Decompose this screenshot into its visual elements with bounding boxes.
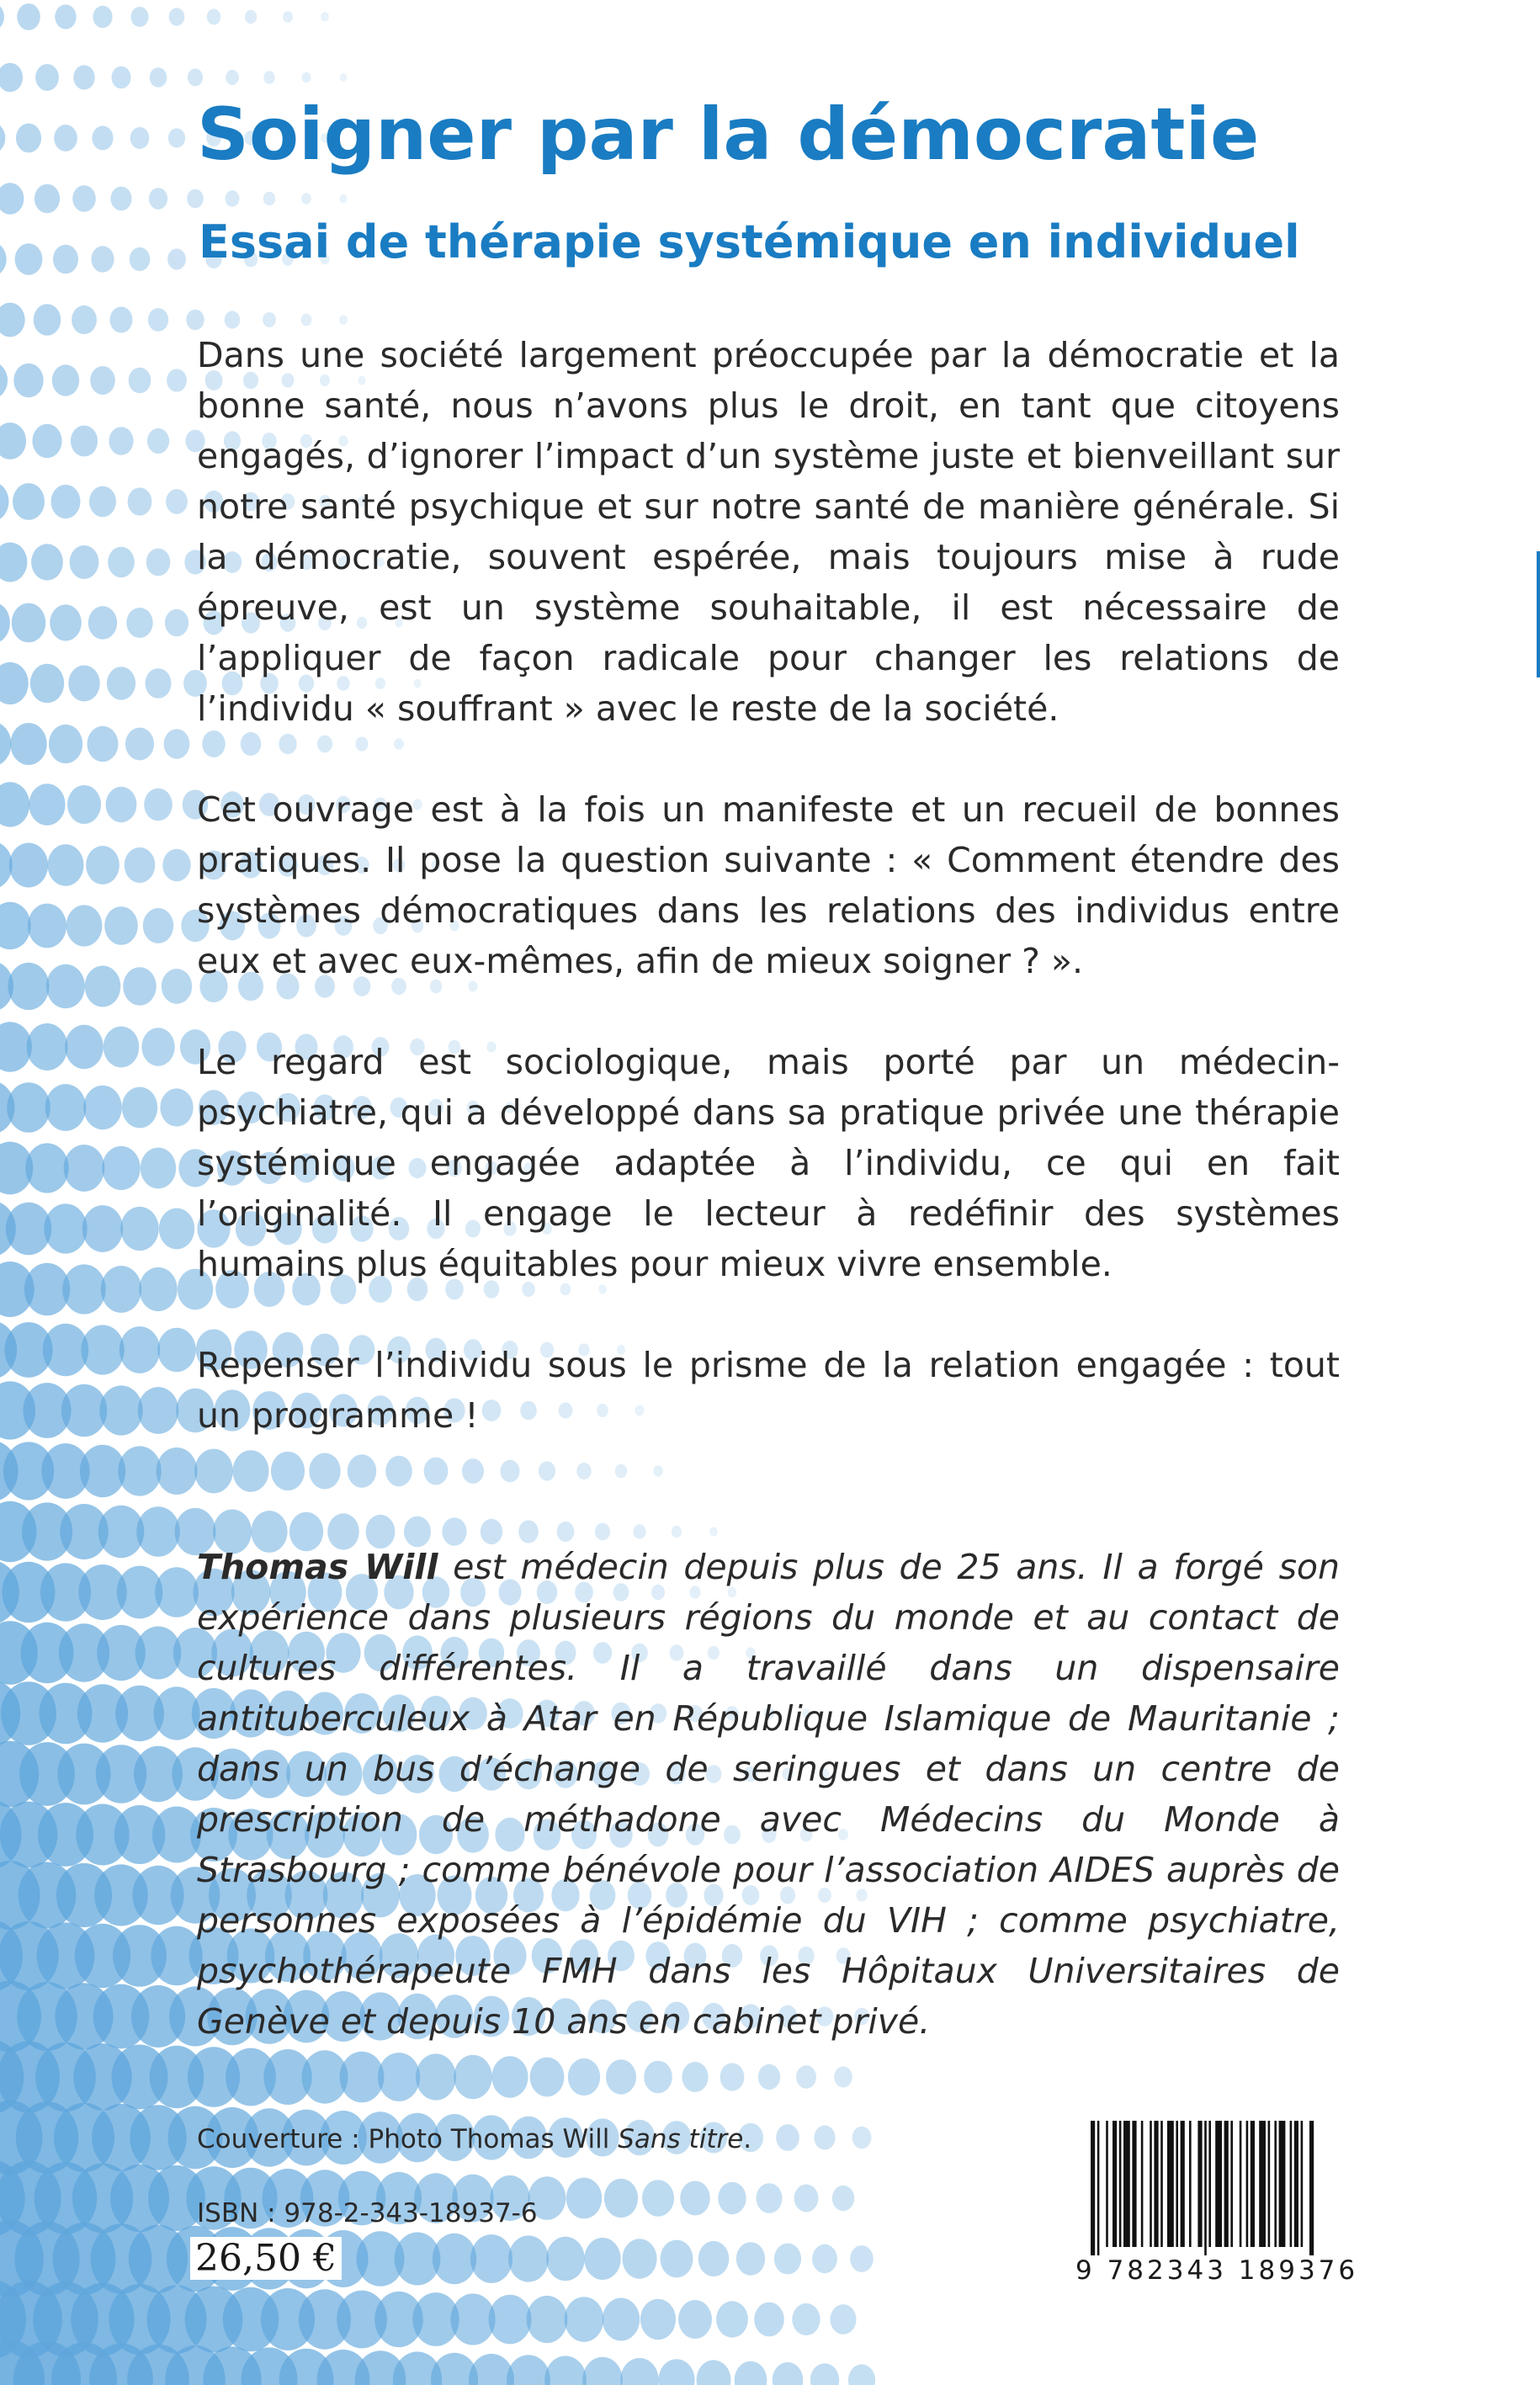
pattern-dot xyxy=(32,424,61,458)
pattern-dot xyxy=(101,1266,141,1313)
barcode-bar xyxy=(1141,2121,1144,2247)
pattern-dot xyxy=(0,3,4,31)
pattern-dot xyxy=(680,2181,710,2216)
pattern-dot xyxy=(15,243,43,275)
pattern-dot xyxy=(279,734,296,754)
author-biography xyxy=(197,1542,1340,2047)
pattern-dot xyxy=(271,1452,305,1490)
pattern-dot xyxy=(86,846,119,884)
blurb-paragraph-2: Cet ouvrage est à la fois un manifeste et un recueil de bonnes pratiques. Il pose la question suivante : « Comment étendre des systèmes démocratiques dans les relations des individus entre eux et avec eux-mêmes, afin de mieux soigner ? ». xyxy=(197,789,1340,981)
pattern-dot xyxy=(149,188,167,210)
pattern-dot xyxy=(49,725,82,763)
barcode-bars xyxy=(1075,2121,1341,2255)
pattern-dot xyxy=(138,1387,179,1434)
pattern-dot xyxy=(241,732,261,756)
pattern-dot xyxy=(157,1447,198,1495)
pattern-dot xyxy=(226,70,239,85)
pattern-dot xyxy=(82,1205,123,1252)
pattern-dot xyxy=(606,2059,636,2094)
pattern-dot xyxy=(104,1027,140,1068)
pattern-dot xyxy=(489,2295,532,2345)
pattern-dot xyxy=(25,1143,69,1192)
pattern-dot xyxy=(51,485,81,518)
pattern-dot xyxy=(9,843,48,888)
barcode-bar xyxy=(1167,2121,1174,2247)
pattern-dot xyxy=(245,10,257,24)
barcode-bar xyxy=(1294,2121,1298,2247)
book-subtitle: Essai de thérapie systémique en individuel xyxy=(199,215,1300,268)
barcode-bar xyxy=(1230,2121,1233,2247)
barcode-bar xyxy=(1106,2121,1108,2247)
barcode-bar xyxy=(1251,2121,1255,2247)
pattern-dot xyxy=(146,668,172,699)
pattern-dot xyxy=(85,966,121,1007)
pattern-dot xyxy=(0,122,5,154)
cover-credit-end: . xyxy=(743,2124,752,2154)
pattern-dot xyxy=(385,1456,412,1486)
pattern-dot xyxy=(233,1450,269,1491)
pattern-dot xyxy=(34,304,61,336)
pattern-dot xyxy=(682,2062,708,2092)
pattern-dot xyxy=(527,2296,568,2343)
pattern-dot xyxy=(620,2358,658,2385)
barcode-number: 9 782343 189376 xyxy=(1075,2255,1359,2286)
barcode-bar xyxy=(1309,2121,1314,2255)
pattern-dot xyxy=(678,2300,712,2339)
pattern-dot xyxy=(661,2240,693,2278)
pattern-dot xyxy=(339,194,347,204)
barcode-bar xyxy=(1246,2121,1249,2247)
pattern-dot xyxy=(122,1087,157,1129)
pattern-dot xyxy=(470,2234,512,2283)
pattern-dot xyxy=(125,728,154,761)
pattern-dot xyxy=(28,904,66,948)
barcode-bar xyxy=(1123,2121,1130,2247)
pattern-dot xyxy=(91,246,114,272)
pattern-dot xyxy=(164,729,190,758)
pattern-dot xyxy=(168,128,185,147)
pattern-dot xyxy=(92,126,113,151)
pattern-dot xyxy=(0,902,31,949)
barcode-bar xyxy=(1290,2121,1293,2247)
pattern-dot xyxy=(27,1023,68,1070)
pattern-dot xyxy=(283,11,293,23)
barcode-bar xyxy=(1240,2121,1242,2247)
pattern-dot xyxy=(12,603,46,643)
pattern-dot xyxy=(394,738,404,750)
pattern-dot xyxy=(155,1567,199,1617)
pattern-dot xyxy=(131,7,149,27)
pattern-dot xyxy=(709,1527,718,1537)
pattern-dot xyxy=(55,4,76,29)
barcode-bar xyxy=(1113,2121,1117,2247)
pattern-dot xyxy=(831,2304,857,2335)
pattern-dot xyxy=(90,366,115,395)
pattern-dot xyxy=(565,2297,604,2342)
pattern-dot xyxy=(66,905,103,946)
pattern-dot xyxy=(73,65,94,89)
barcode-bar xyxy=(1154,2121,1158,2247)
pattern-dot xyxy=(141,1148,176,1189)
pattern-dot xyxy=(54,125,77,151)
pattern-dot xyxy=(812,2244,837,2273)
spine-edge-mark xyxy=(1537,551,1540,677)
barcode xyxy=(1075,2121,1359,2286)
pattern-dot xyxy=(88,606,117,640)
pattern-dot xyxy=(29,783,65,826)
blurb-paragraph-3: Le regard est sociologique, mais porté par un médecin-psychiatre, qui a développé dans sa pratique privée une thérapie systémique engagée adaptée à l’individu, ce qui en fait l’originalité. Il engage le lecteur à redéfinir des systèmes humains plus équitables pour mieux vivre ensemble. xyxy=(197,1042,1340,1284)
author-bio-text: est médecin depuis plus de 25 ans. Il a forgé son expérience dans plusieurs régions du monde et au contact de cultures différentes. Il a travaillé dans un dispensaire antituberculeux à Atar en République Islamique de Mauritanie ; dans un bus d’échange de seringues et dans un centre de prescription de méthadone avec Médecins du Monde à Strasbourg ; comme bénévole pour l’association AIDES auprès de personnes exposées à l’épidémie du VIH ; comme psychiatre, psychothérapeute FMH dans les Hôpitaux Universitaires de Genève et depuis 10 ans en cabinet privé. xyxy=(197,1547,1340,2042)
pattern-dot xyxy=(758,2064,780,2090)
pattern-dot xyxy=(653,1465,663,1476)
barcode-bar xyxy=(1197,2121,1202,2247)
pattern-dot xyxy=(188,69,203,87)
pattern-dot xyxy=(157,1328,196,1372)
pattern-dot xyxy=(143,908,173,943)
pattern-dot xyxy=(89,486,116,518)
pattern-dot xyxy=(167,369,187,391)
pattern-dot xyxy=(123,967,157,1005)
pattern-dot xyxy=(106,787,137,822)
pattern-dot xyxy=(720,2063,745,2090)
pattern-dot xyxy=(340,73,348,82)
pattern-dot xyxy=(17,3,40,30)
pattern-dot xyxy=(194,1449,233,1494)
barcode-bar xyxy=(1176,2121,1178,2247)
pattern-dot xyxy=(110,307,133,333)
pattern-dot xyxy=(546,2237,585,2281)
pattern-dot xyxy=(35,64,59,91)
pattern-dot xyxy=(796,2065,816,2089)
pattern-dot xyxy=(13,483,45,520)
pattern-dot xyxy=(52,364,79,396)
pattern-dot xyxy=(810,2363,839,2385)
barcode-bar xyxy=(1274,2121,1277,2247)
pattern-dot xyxy=(814,2126,835,2150)
pattern-dot xyxy=(757,2183,783,2213)
pattern-dot xyxy=(462,1458,484,1484)
isbn-text: ISBN : 978-2-343-18937-6 xyxy=(197,2198,538,2228)
pattern-dot xyxy=(64,1145,105,1192)
pattern-dot xyxy=(119,1326,160,1373)
barcode-bar xyxy=(1097,2121,1100,2255)
pattern-dot xyxy=(169,8,185,25)
pattern-dot xyxy=(852,2127,872,2149)
cover-credit-title: Sans titre xyxy=(618,2124,744,2154)
pattern-dot xyxy=(7,1082,50,1132)
pattern-dot xyxy=(622,2239,656,2278)
pattern-dot xyxy=(71,426,98,457)
pattern-dot xyxy=(309,1453,340,1490)
pattern-dot xyxy=(530,2058,565,2097)
pattern-dot xyxy=(13,364,43,398)
price-tag: 26,50 € xyxy=(190,2237,342,2280)
pattern-dot xyxy=(136,1506,180,1556)
pattern-dot xyxy=(340,2052,385,2103)
pattern-dot xyxy=(481,1519,502,1544)
pattern-dot xyxy=(0,481,9,521)
pattern-dot xyxy=(31,544,63,580)
pattern-dot xyxy=(582,2357,623,2385)
pattern-dot xyxy=(716,2301,748,2337)
pattern-dot xyxy=(30,664,64,704)
pattern-dot xyxy=(187,189,204,209)
pattern-dot xyxy=(317,736,332,753)
pattern-dot xyxy=(72,305,97,334)
pattern-dot xyxy=(615,1464,628,1479)
pattern-dot xyxy=(68,666,99,702)
pattern-dot xyxy=(109,427,133,455)
barcode-bar xyxy=(1189,2121,1192,2247)
pattern-dot xyxy=(35,184,60,214)
pattern-dot xyxy=(99,1385,142,1435)
pattern-dot xyxy=(129,368,151,394)
blurb-paragraph-1: Dans une société largement préoccupée par la démocratie et la bonne santé, nous n’avons plus le droit, en tant que citoyens engagés, d’ignorer l’impact d’un système juste et bienveillant sur notre santé psychique et sur notre santé de manière générale. Si la démocratie, souvent espérée, mais toujours mise à rude épreuve, est un système souhaitable, il est nécessaire de l’appliquer de façon radicale pour changer les relations de l’individu « souffrant » avec le reste de la société. xyxy=(197,335,1340,729)
pattern-dot xyxy=(186,310,204,331)
pattern-dot xyxy=(70,545,99,579)
pattern-dot xyxy=(735,2361,767,2385)
pattern-dot xyxy=(93,6,112,29)
pattern-dot xyxy=(0,662,29,704)
pattern-dot xyxy=(148,308,168,332)
pattern-dot xyxy=(848,2364,875,2385)
barcode-bar xyxy=(1279,2121,1286,2247)
pattern-dot xyxy=(144,789,173,821)
blurb-paragraph-4: Repenser l’individu sous le prisme de la relation engagée : tout un programme ! xyxy=(197,1345,1340,1436)
pattern-dot xyxy=(776,2124,799,2151)
barcode-bar xyxy=(1215,2121,1222,2247)
pattern-dot xyxy=(557,1522,575,1542)
pattern-dot xyxy=(46,964,85,1009)
pattern-dot xyxy=(102,1146,140,1190)
pattern-dot xyxy=(508,2235,549,2281)
pattern-dot xyxy=(0,362,8,399)
pattern-dot xyxy=(348,1454,376,1488)
pattern-dot xyxy=(62,1264,105,1314)
pattern-dot xyxy=(0,543,27,582)
pattern-dot xyxy=(568,2058,600,2096)
pattern-dot xyxy=(718,2182,746,2214)
pattern-dot xyxy=(263,71,274,83)
author-name: Thomas Will xyxy=(197,1547,438,1587)
pattern-dot xyxy=(147,428,169,454)
pattern-dot xyxy=(104,906,138,945)
barcode-bar xyxy=(1301,2121,1304,2247)
pattern-dot xyxy=(604,2179,638,2218)
pattern-dot xyxy=(491,2056,528,2098)
pattern-dot xyxy=(792,2303,820,2335)
pattern-dot xyxy=(53,245,78,274)
pattern-dot xyxy=(595,1523,610,1541)
pattern-dot xyxy=(501,1460,520,1483)
pattern-dot xyxy=(44,1203,87,1253)
pattern-dot xyxy=(850,2245,874,2272)
pattern-dot xyxy=(566,2178,603,2219)
pattern-dot xyxy=(166,489,188,514)
pattern-dot xyxy=(263,312,276,327)
pattern-dot xyxy=(16,124,41,153)
pattern-dot xyxy=(10,723,46,765)
pattern-dot xyxy=(0,782,29,826)
pattern-dot xyxy=(0,183,24,215)
pattern-dot xyxy=(159,1208,194,1250)
pattern-dot xyxy=(130,127,150,149)
pattern-dot xyxy=(0,303,25,337)
pattern-dot xyxy=(139,1267,177,1311)
pattern-dot xyxy=(125,847,156,883)
pattern-dot xyxy=(697,2360,731,2385)
pattern-dot xyxy=(301,314,312,327)
cover-credit xyxy=(197,2124,751,2154)
pattern-dot xyxy=(698,2241,730,2276)
pattern-dot xyxy=(225,311,241,328)
pattern-dot xyxy=(0,602,10,644)
pattern-dot xyxy=(130,247,151,271)
pattern-dot xyxy=(658,2359,694,2385)
pattern-dot xyxy=(118,1446,162,1495)
pattern-dot xyxy=(424,1458,449,1485)
pattern-dot xyxy=(81,1325,124,1374)
pattern-dot xyxy=(162,969,192,1004)
pattern-dot xyxy=(162,849,190,882)
barcode-bar xyxy=(1150,2121,1152,2247)
pattern-dot xyxy=(0,63,23,93)
pattern-dot xyxy=(207,9,220,25)
pattern-dot xyxy=(67,785,101,824)
pattern-dot xyxy=(202,730,226,757)
barcode-bar xyxy=(1160,2121,1163,2247)
pattern-dot xyxy=(72,185,96,212)
barcode-bar xyxy=(1259,2121,1266,2247)
barcode-bar xyxy=(1181,2121,1185,2247)
pattern-dot xyxy=(0,721,11,767)
pattern-dot xyxy=(141,1028,174,1065)
barcode-bar xyxy=(1204,2121,1207,2255)
pattern-dot xyxy=(128,487,152,515)
pattern-dot xyxy=(167,248,186,269)
pattern-dot xyxy=(416,2053,456,2100)
pattern-dot xyxy=(832,2186,854,2211)
pattern-dot xyxy=(754,2303,784,2337)
pattern-dot xyxy=(107,667,135,699)
pattern-dot xyxy=(0,422,26,459)
pattern-dot xyxy=(263,192,275,206)
pattern-dot xyxy=(50,604,82,640)
barcode-bar xyxy=(1091,2121,1095,2255)
pattern-dot xyxy=(88,726,119,762)
pattern-dot xyxy=(8,963,50,1010)
cover-credit-label: Couverture : Photo Thomas Will xyxy=(197,2124,619,2154)
pattern-dot xyxy=(45,1084,87,1131)
book-title: Soigner par la démocratie xyxy=(197,93,1260,177)
pattern-dot xyxy=(539,1461,555,1480)
pattern-dot xyxy=(507,2355,550,2385)
pattern-dot xyxy=(108,547,135,577)
barcode-bar xyxy=(1268,2121,1271,2247)
pattern-dot xyxy=(603,2298,640,2341)
pattern-dot xyxy=(736,2242,765,2276)
pattern-dot xyxy=(301,193,311,205)
pattern-dot xyxy=(48,844,84,885)
pattern-dot xyxy=(112,66,131,88)
pattern-dot xyxy=(165,609,189,636)
pattern-dot xyxy=(774,2244,801,2275)
pattern-dot xyxy=(321,12,329,21)
pattern-dot xyxy=(454,2055,492,2099)
barcode-bar xyxy=(1132,2121,1136,2247)
pattern-dot xyxy=(339,315,348,325)
pattern-dot xyxy=(150,67,167,88)
pattern-dot xyxy=(226,190,240,207)
barcode-bar xyxy=(1224,2121,1229,2247)
pattern-dot xyxy=(642,2180,674,2217)
pattern-dot xyxy=(640,2299,676,2340)
pattern-dot xyxy=(433,2234,476,2284)
pattern-dot xyxy=(584,2238,620,2280)
pattern-dot xyxy=(633,1524,645,1539)
pattern-dot xyxy=(111,187,132,211)
pattern-dot xyxy=(544,2356,587,2385)
pattern-dot xyxy=(126,608,152,638)
barcode-bar xyxy=(1119,2121,1122,2247)
pattern-dot xyxy=(65,1025,104,1069)
pattern-dot xyxy=(83,1086,122,1129)
pattern-dot xyxy=(356,736,369,751)
pattern-dot xyxy=(518,1520,539,1543)
pattern-dot xyxy=(644,2061,672,2094)
pattern-dot xyxy=(160,1088,193,1126)
pattern-dot xyxy=(120,1207,158,1251)
pattern-dot xyxy=(302,72,311,83)
barcode-bar xyxy=(1208,2121,1211,2247)
pattern-dot xyxy=(794,2185,819,2212)
pattern-dot xyxy=(672,1526,682,1538)
pattern-dot xyxy=(0,242,7,277)
pattern-dot xyxy=(773,2362,804,2385)
pattern-dot xyxy=(576,1463,591,1479)
pattern-dot xyxy=(146,549,171,576)
pattern-dot xyxy=(378,2053,420,2101)
pattern-dot xyxy=(834,2067,852,2088)
